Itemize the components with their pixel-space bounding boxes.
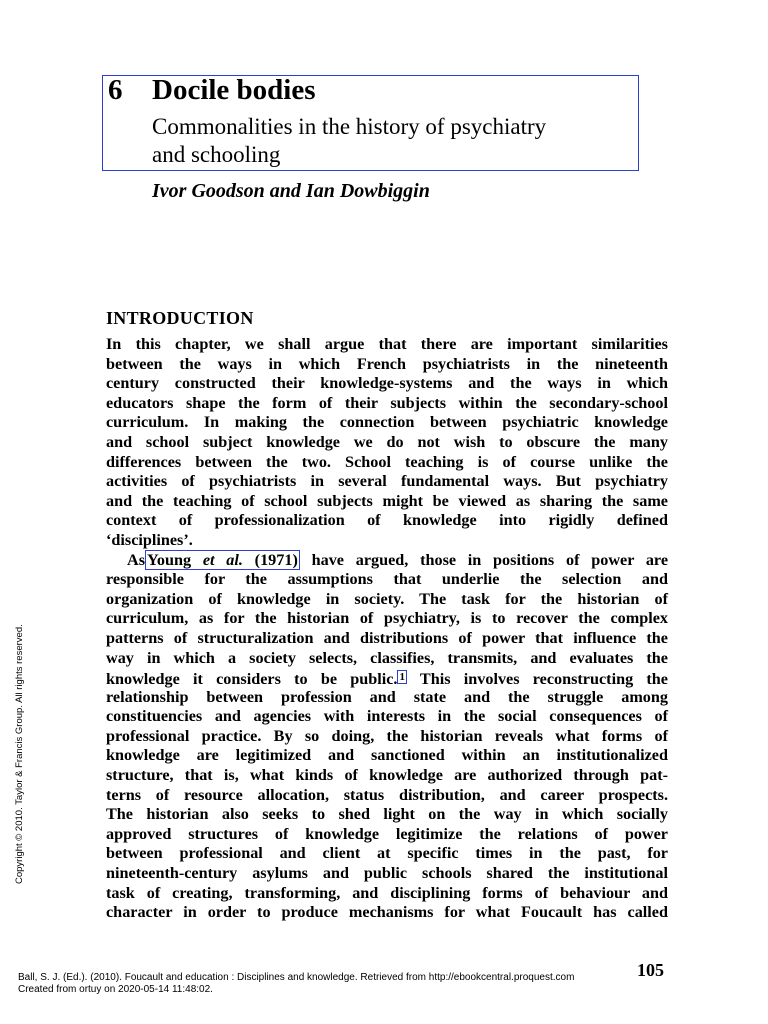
text-line: In this chapter, we shall argue that there are important similarities [106, 335, 668, 353]
text-line: organization of knowledge in society. The task for the historian of [106, 589, 668, 608]
text-line: ‘disciplines’. [106, 530, 193, 549]
footer-citation-line: Ball, S. J. (Ed.). (2010). Foucault and education : Disciplines and knowledge. Retrieved from http://ebookcentral.proquest.com [18, 972, 575, 983]
footer-created-line: Created from ortuy on 2020-05-14 11:48:02. [18, 984, 213, 995]
text-line: task of creating, transforming, and disciplining forms of behaviour and [106, 883, 668, 902]
text-line: The historian also seeks to shed light on the way in which socially [106, 805, 668, 824]
text-line: century constructed their knowledge-systems and the ways in which [106, 374, 668, 393]
chapter-authors: Ivor Goodson and Ian Dowbiggin [152, 180, 430, 202]
citation-etal: et al. [202, 550, 243, 569]
text-line: character in order to produce mechanisms for what Foucault has called [106, 903, 668, 922]
copyright-notice: Copyright © 2010. Taylor & Francis Group. All rights reserved. [14, 624, 25, 884]
body-text [106, 335, 668, 923]
chapter-number: 6 [108, 74, 123, 106]
text-fragment: knowledge it considers to be public. [106, 670, 398, 689]
chapter-title: Docile bodies [152, 74, 316, 106]
text-line: relationship between profession and state and the struggle among [106, 687, 668, 706]
young-1971-citation-link[interactable] [145, 550, 300, 570]
chapter-subtitle-line: and schooling [152, 142, 281, 167]
text-line: patterns of structuralization and distributions of power that influence the [106, 628, 668, 647]
text-line: activities of psychiatrists in several fundamental ways. But psychiatry [106, 472, 668, 491]
text-line [106, 551, 668, 571]
text-line: differences between the two. School teaching is of course unlike the [106, 452, 668, 471]
text-line: nineteenth-century asylums and public schools shared the institutional [106, 864, 668, 883]
chapter-subtitle-line: Commonalities in the history of psychiatry [152, 114, 547, 139]
text-fragment: have argued, those in positions of power are [299, 550, 669, 569]
footnote-1-link[interactable]: 1 [399, 671, 405, 684]
text-line [106, 668, 668, 688]
text-line: knowledge are legitimized and sanctioned within an institutionalized [106, 746, 668, 765]
text-line: terns of resource allocation, status distribution, and career prospects. [106, 785, 668, 804]
text-line: between the ways in which French psychiatrists in the nineteenth [106, 354, 668, 373]
text-line: professional practice. By so doing, the historian reveals what forms of [106, 726, 668, 745]
text-line: and the teaching of school subjects might be viewed as sharing the same [106, 491, 668, 510]
text-line: curriculum, as for the historian of psychiatry, is to recover the complex [106, 609, 668, 628]
text-line: curriculum. In making the connection between psychiatric knowledge [106, 413, 668, 432]
page-number: 105 [637, 960, 664, 980]
text-line: between professional and client at specific times in the past, for [106, 844, 668, 863]
text-line: approved structures of knowledge legitimize the relations of power [106, 824, 668, 843]
citation-author: Young [147, 550, 203, 569]
text-line: context of professionalization of knowledge into rigidly defined [106, 511, 668, 530]
chapter-subtitle [152, 113, 632, 169]
text-line: way in which a society selects, classifies, transmits, and evaluates the [106, 648, 668, 667]
section-heading: INTRODUCTION [106, 308, 254, 328]
text-line: constituencies and agencies with interests in the social consequences of [106, 707, 668, 726]
citation-year: (1971) [242, 550, 298, 569]
text-line: educators shape the form of their subjects within the secondary-school [106, 393, 668, 412]
text-fragment: This involves reconstructing the [406, 670, 668, 689]
text-line: structure, that is, what kinds of knowledge are authorized through pat- [106, 766, 668, 785]
footer-citation [18, 972, 574, 996]
text-line: responsible for the assumptions that underlie the selection and [106, 570, 668, 589]
text-line: and school subject knowledge we do not wish to obscure the many [106, 432, 668, 451]
text-fragment: As [127, 550, 145, 569]
